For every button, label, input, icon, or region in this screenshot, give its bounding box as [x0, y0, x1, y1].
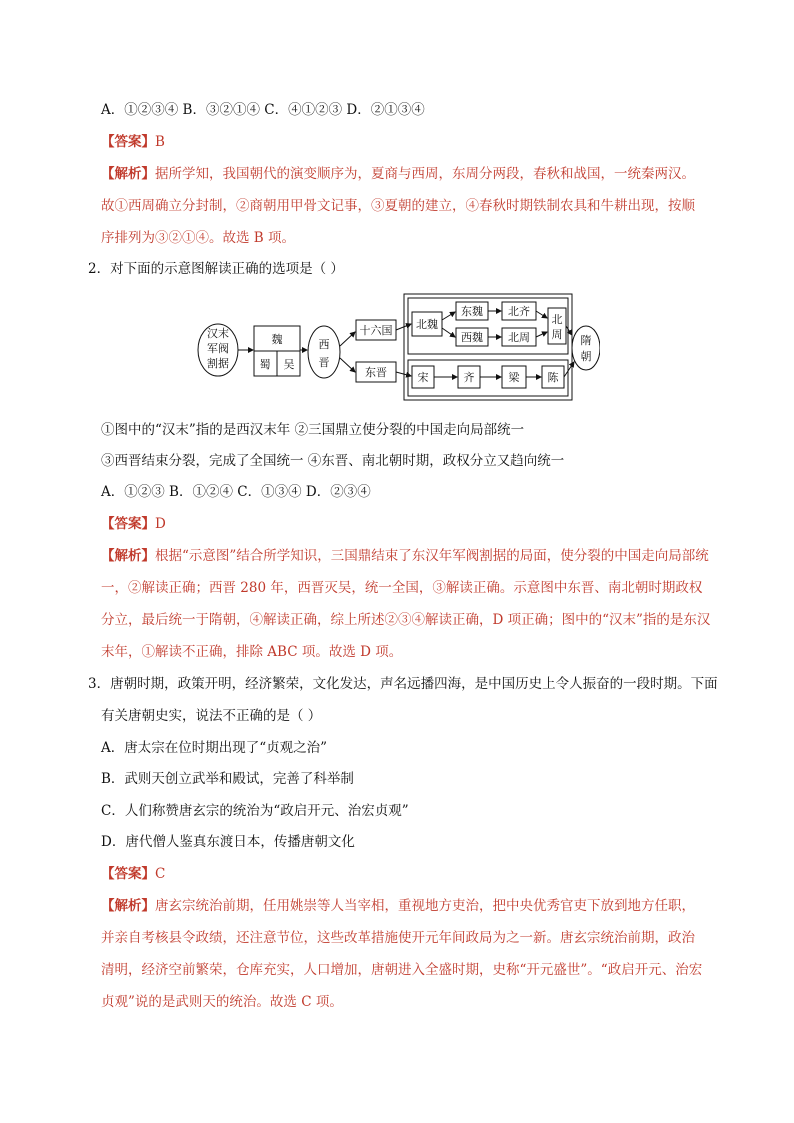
q2-statements: ①图中的“汉末”指的是西汉末年 ②三国鼎立使分裂的中国走向局部统一 — [101, 422, 525, 438]
dynasty-flow-diagram — [196, 290, 600, 402]
q3-option-b: B．武则天创立武举和殿试，完善了科举制 — [101, 771, 354, 787]
q2-analysis-line: 一，②解读正确；西晋 280 年，西晋灭吴，统一全国，③解读正确。示意图中东晋、南北朝时期政权 — [101, 580, 703, 596]
answer-value: C — [155, 866, 166, 882]
northern-zhou-small-label: 北周 — [508, 331, 530, 344]
sixteen-kingdoms-label: 十六国 — [359, 324, 393, 337]
q3-answer — [101, 864, 165, 884]
q1-options: A．①②③④ B．③②①④ C．④①②③ D．②①③④ — [101, 102, 425, 118]
answer-value: D — [155, 516, 166, 532]
sui-label: 隋 — [580, 334, 592, 347]
answer-tag: 【答案】 — [101, 516, 155, 532]
eastern-wei-label: 东魏 — [461, 305, 483, 318]
northern-wei-label: 北魏 — [416, 318, 438, 331]
wei-label: 魏 — [271, 333, 283, 346]
shu-label: 蜀 — [259, 358, 271, 371]
answer-tag: 【答案】 — [101, 866, 155, 882]
q3-stem: 有关唐朝史实，说法不正确的是（ ） — [101, 708, 322, 724]
q1-analysis-line — [101, 164, 695, 184]
q3-option-a: A．唐太宗在位时期出现了“贞观之治” — [101, 740, 328, 756]
chen-label: 陈 — [547, 371, 559, 384]
start-label: 割据 — [207, 357, 229, 370]
analysis-text: 唐玄宗统治前期，任用姚崇等人当宰相，重视地方吏治，把中央优秀官吏下放到地方任职， — [155, 898, 695, 914]
analysis-tag: 【解析】 — [101, 548, 155, 564]
q3-analysis-line: 贞观”说的是武则天的统治。故选 C 项。 — [101, 994, 343, 1010]
start-label: 汉末 — [207, 327, 229, 340]
northern-zhou-label: 周 — [551, 328, 563, 341]
q3-analysis-line — [101, 896, 695, 916]
q2-analysis-line: 分立，最后统一于隋朝，④解读正确，综上所述②③④解读正确，D 项正确；图中的“汉末”指的是东汉 — [101, 612, 711, 628]
southern-dynasties-frame — [408, 360, 568, 396]
q2-options: A．①②③ B．①②④ C．①③④ D．②③④ — [101, 484, 371, 500]
analysis-text: 根据“示意图”结合所学知识，三国鼎结束了东汉年军阀割据的局面，使分裂的中国走向局部统 — [155, 548, 709, 564]
analysis-tag: 【解析】 — [101, 898, 155, 914]
western-wei-label: 西魏 — [461, 331, 483, 344]
answer-tag: 【答案】 — [101, 134, 155, 150]
answer-value: B — [155, 134, 165, 150]
qi-label: 齐 — [463, 371, 475, 384]
q2-analysis-line: 末年，①解读不正确，排除 ABC 项。故选 D 项。 — [101, 644, 403, 660]
analysis-text: 据所学知，我国朝代的演变顺序为，夏商与西周，东周分两段，春秋和战国，一统秦两汉。 — [155, 166, 695, 182]
eastern-jin-label: 东晋 — [365, 366, 387, 379]
q2-stem: 2．对下面的示意图解读正确的选项是（ ） — [88, 261, 344, 277]
q3-analysis-line: 清明，经济空前繁荣，仓库充实，人口增加，唐朝进入全盛时期，史称“开元盛世”。“政启开元、治宏 — [101, 962, 703, 978]
northern-zhou-label: 北 — [551, 313, 563, 326]
sui-node — [572, 326, 600, 370]
q1-analysis-line: 序排列为③②①④。故选 B 项。 — [101, 230, 296, 246]
northern-qi-label: 北齐 — [508, 305, 530, 318]
q1-analysis-line: 故①西周确立分封制，②商朝用甲骨文记事，③夏朝的建立，④春秋时期铁制农具和牛耕出现，按顺 — [101, 198, 695, 214]
q3-analysis-line: 并亲自考核县令政绩，还注意节位，这些改革措施使开元年间政局为之一新。唐玄宗统治前期，政治 — [101, 930, 695, 946]
western-jin-label: 西 — [318, 338, 330, 351]
sui-label: 朝 — [580, 350, 592, 363]
western-jin-node — [308, 326, 340, 378]
analysis-tag: 【解析】 — [101, 166, 155, 182]
start-label: 军阀 — [207, 342, 229, 355]
q2-statements: ③西晋结束分裂，完成了全国统一 ④东晋、南北朝时期，政权分立又趋向统一 — [101, 453, 565, 469]
western-jin-label: 晋 — [318, 356, 330, 369]
wu-label: 吴 — [283, 358, 295, 371]
q2-analysis-line — [101, 546, 709, 566]
q3-option-c: C．人们称赞唐玄宗的统治为“政启开元、治宏贞观” — [101, 803, 409, 819]
q3-option-d: D．唐代僧人鉴真东渡日本，传播唐朝文化 — [101, 834, 355, 850]
liang-label: 梁 — [508, 371, 520, 384]
q1-answer — [101, 132, 165, 152]
song-label: 宋 — [417, 371, 429, 384]
q2-answer — [101, 514, 166, 534]
q3-stem: 3．唐朝时期，政策开明，经济繁荣，文化发达，声名远播四海，是中国历史上令人振奋的一段时期。下面 — [88, 676, 718, 692]
